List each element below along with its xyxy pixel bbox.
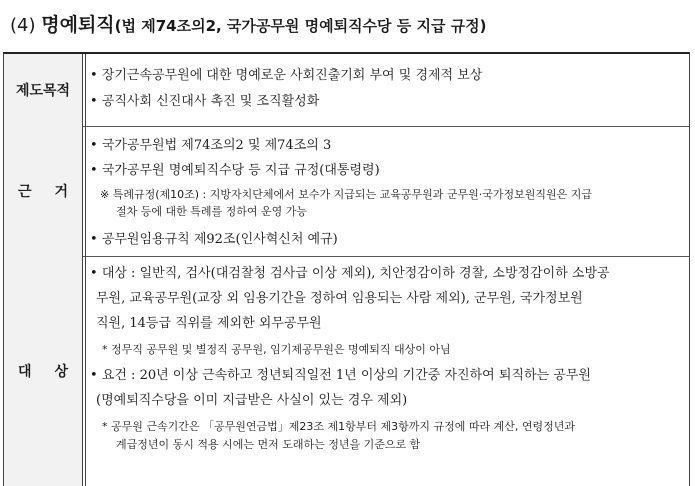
basis-item: • 국가공무원법 제74조의2 및 제74조의 3: [90, 136, 331, 156]
section-title: [10, 10, 487, 37]
section-heading: 명예퇴직: [41, 14, 115, 36]
target-item: • 대상 : 일반직, 검사(대검찰청 검사급 이상 제외), 치안정감이하 경찰, 소방정감이하 소방공: [90, 264, 610, 284]
label-target-char: 대: [18, 364, 32, 380]
row-basis: [4, 126, 689, 257]
purpose-item: • 장기근속공무원에 대한 명예로운 사회진출기회 부여 및 경제적 보상: [90, 66, 482, 86]
basis-item: • 공무원임용규칙 제92조(인사혁신처 예규): [90, 230, 338, 250]
label-target-char: 상: [54, 364, 68, 380]
requirement-note: * 공무원 근속기간은 「공무원연금법」제23조 제1항부터 제3항까지 규정에 따라 계산, 연령정년과: [102, 420, 575, 433]
target-item-cont: 무원, 교육공무원(교장 외 임용기간을 정하여 임용되는 사람 제외), 군무원, 국가정보원: [96, 291, 583, 306]
label-target: [4, 256, 82, 486]
basis-note: ※ 특례규정(제10조) : 지방자치단체에서 보수가 지급되는 교육공무원과 군무원·국가정보원직원은 지급: [100, 188, 593, 201]
label-basis-char: 거: [54, 184, 68, 200]
column-divider: [82, 256, 86, 486]
row-target: [4, 256, 689, 486]
target-item-cont: 직원, 14등급 직위를 제외한 외무공무원: [96, 316, 322, 331]
purpose-item: • 공직사회 신진대사 촉진 및 조직활성화: [90, 92, 319, 112]
target-note: * 정무직 공무원 및 별정직 공무원, 임기제공무원은 명예퇴직 대상이 아님: [102, 343, 451, 356]
target-content: [90, 256, 683, 486]
column-divider: [82, 126, 86, 256]
requirement-note: 계급정년이 동시 적용 시에는 먼저 도래하는 정년을 기준으로 함: [116, 438, 421, 451]
section-number: (4): [10, 15, 36, 36]
row-purpose: [4, 54, 689, 127]
basis-item: • 국가공무원 명예퇴직수당 등 지급 규정(대통령령): [90, 161, 380, 181]
basis-note: 절차 등에 대한 특례를 정하여 운영 가능: [116, 205, 307, 218]
basis-content: [90, 126, 683, 256]
requirement-item-cont: (명예퇴직수당을 이미 지급받은 사실이 있는 경우 제외): [96, 393, 408, 408]
info-table: [3, 52, 690, 486]
purpose-content: [90, 54, 683, 126]
label-basis-char: 근: [18, 184, 32, 200]
label-purpose: 제도목적: [4, 54, 82, 126]
section-subheading: (법 제74조의2, 국가공무원 명예퇴직수당 등 지급 규정): [114, 17, 487, 35]
label-basis: [4, 126, 82, 256]
requirement-item: • 요건 : 20년 이상 근속하고 정년퇴직일전 1년 이상의 기간중 자진하여 퇴직하는 공무원: [90, 366, 591, 386]
column-divider: [82, 54, 86, 126]
